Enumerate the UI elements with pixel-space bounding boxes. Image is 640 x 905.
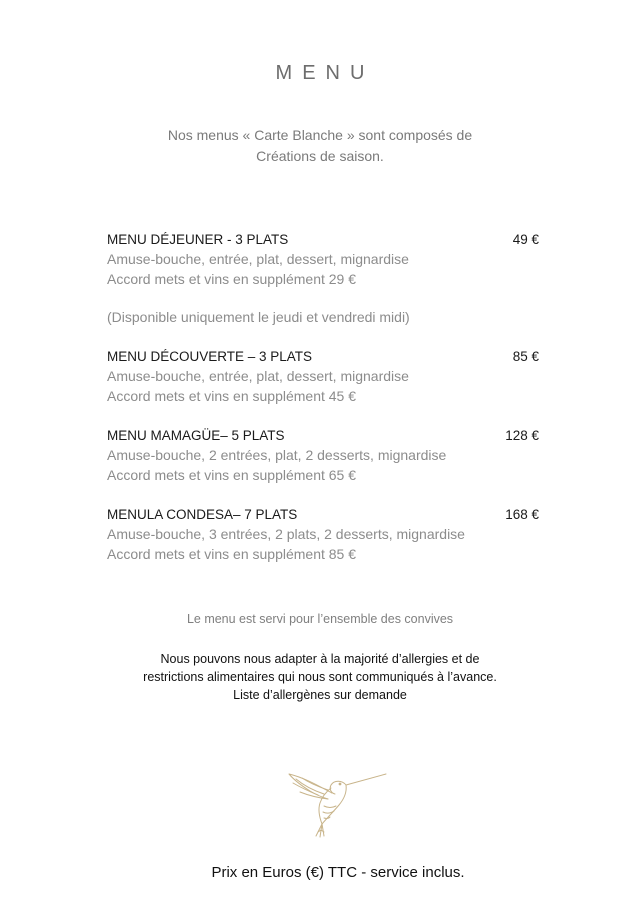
- menu-header: [107, 347, 542, 367]
- menu-courses: Amuse-bouche, 2 entrées, plat, 2 desserts, mignardise: [107, 447, 447, 463]
- allergy-line-3: Liste d’allergènes sur demande: [233, 688, 407, 702]
- menu-item-decouverte: [107, 347, 542, 406]
- menu-name: MENU MAMAGÜE– 5 PLATS: [107, 428, 285, 443]
- menu-item-dejeuner: [107, 230, 542, 328]
- menu-item-mamague: [107, 426, 542, 485]
- intro-text: [0, 125, 640, 167]
- menu-price: 168 €: [505, 507, 539, 522]
- allergy-line-1: Nous pouvons nous adapter à la majorité d’allergies et de: [160, 652, 480, 666]
- served-note: Le menu est servi pour l’ensemble des convives: [186, 612, 454, 626]
- menu-pairing: Accord mets et vins en supplément 85 €: [107, 545, 357, 562]
- menu-courses: Amuse-bouche, entrée, plat, dessert, mignardise: [107, 251, 409, 267]
- intro-line-1: Nos menus « Carte Blanche » sont composés de: [167, 127, 473, 143]
- menu-name: MENU DÉCOUVERTE – 3 PLATS: [107, 349, 313, 364]
- menu-name: MENU DÉJEUNER - 3 PLATS: [107, 232, 289, 247]
- intro-line-2: Créations de saison.: [256, 148, 384, 164]
- menu-courses: Amuse-bouche, entrée, plat, dessert, mignardise: [107, 368, 409, 384]
- menu-item-condesa: [107, 505, 542, 564]
- menu-header: [107, 426, 542, 446]
- menu-price: 49 €: [512, 232, 539, 247]
- menu-price: 128 €: [505, 428, 539, 443]
- menu-pairing: Accord mets et vins en supplément 29 €: [107, 270, 357, 287]
- menu-name: MENULA CONDESA– 7 PLATS: [107, 507, 298, 522]
- page-title: MENU: [275, 62, 375, 84]
- hummingbird-icon: [284, 766, 388, 838]
- allergy-note: [0, 650, 640, 704]
- menu-header: [107, 230, 542, 250]
- menu-header: [107, 505, 542, 525]
- footer-price-note: Prix en Euros (€) TTC - service inclus.: [211, 864, 465, 881]
- menu-pairing: Accord mets et vins en supplément 65 €: [107, 466, 357, 483]
- allergy-line-2: restrictions alimentaires qui nous sont communiqués à l’avance.: [143, 670, 497, 684]
- menu-availability-note: (Disponible uniquement le jeudi et vendredi midi): [107, 309, 410, 325]
- menu-courses: Amuse-bouche, 3 entrées, 2 plats, 2 desserts, mignardise: [107, 526, 465, 542]
- menu-pairing: Accord mets et vins en supplément 45 €: [107, 387, 357, 404]
- menu-price: 85 €: [512, 349, 539, 364]
